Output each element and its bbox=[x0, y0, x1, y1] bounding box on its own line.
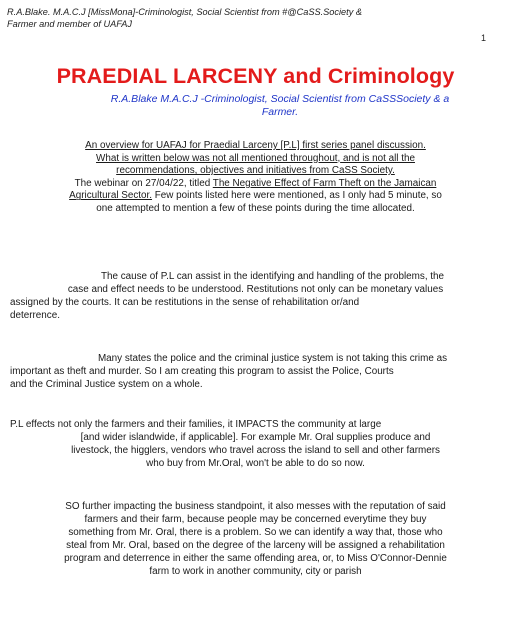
document-title: PRAEDIAL LARCENY and Criminology bbox=[56, 64, 455, 88]
intro-text: The webinar on 27/04/22, titled bbox=[74, 177, 213, 189]
paragraph-line: case and effect needs to be understood. Restitutions not only can be monetary values bbox=[67, 284, 444, 295]
intro-line bbox=[10, 165, 501, 178]
author-note-line: R.A.Blake. M.A.C.J [MissMona]-Criminologist, Social Scientist from #@CaSS.Society & bbox=[7, 7, 362, 17]
paragraph-line: P.L effects not only the farmers and their families, it IMPACTS the community at large bbox=[10, 419, 382, 430]
paragraph-cause-of-pl bbox=[10, 270, 501, 322]
paragraph-line: deterrence. bbox=[10, 310, 60, 321]
intro-line bbox=[10, 178, 501, 191]
author-header-note bbox=[7, 6, 477, 30]
byline-line: Farmer. bbox=[261, 106, 299, 118]
paragraph-line: important as theft and murder. So I am creating this program to assist the Police, Courts bbox=[10, 366, 394, 377]
intro-line bbox=[10, 203, 501, 216]
paragraph-line: and the Criminal Justice system on a whole. bbox=[10, 379, 203, 390]
author-byline bbox=[60, 93, 500, 119]
page-number: 1 bbox=[480, 33, 486, 43]
paragraph-line: steal from Mr. Oral, based on the degree of the larceny will be assigned a rehabilitation bbox=[66, 540, 445, 551]
intro-text: one attempted to mention a few of these points during the time allocated. bbox=[96, 202, 415, 214]
author-note-line: Farmer and member of UAFAJ bbox=[7, 19, 132, 29]
paragraph-line: SO further impacting the business standpoint, it also messes with the reputation of said bbox=[65, 501, 446, 512]
intro-overview-link-text: An overview for UAFAJ for Praedial Larceny [P.L] first series panel discussion. bbox=[85, 140, 426, 151]
paragraph-line: who buy from Mr.Oral, won't be able to do so now. bbox=[146, 458, 365, 469]
intro-underlined-text: and is not all the bbox=[340, 152, 415, 164]
webinar-title-text: Agricultural Sector. bbox=[69, 190, 153, 202]
paragraph-line: something from Mr. Oral, there is a problem. So we can identify a way that, those who bbox=[68, 527, 443, 538]
intro-overview bbox=[10, 140, 501, 216]
paragraph-line: farmers and their farm, because people may be concerned everytime they buy bbox=[84, 514, 427, 525]
paragraph-line: [and wider islandwide, if applicable]. For example Mr. Oral supplies produce and bbox=[80, 432, 431, 443]
intro-line bbox=[10, 153, 501, 166]
paragraph-line: program and deterrence in either the same offending area, or, to Miss O'Connor-Dennie bbox=[64, 553, 447, 564]
paragraph-line: assigned by the courts. It can be restitutions in the sense of rehabilitation or/and bbox=[10, 297, 360, 308]
intro-line bbox=[10, 190, 501, 203]
paragraph-line: farm to work in another community, city or parish bbox=[149, 566, 362, 577]
paragraph-line: Many states the police and the criminal justice system is not taking this crime as bbox=[97, 353, 448, 364]
intro-underlined-text: recommendations, objectives and initiatives from CaSS Society. bbox=[116, 165, 395, 177]
paragraph-line: livestock, the higglers, vendors who travel across the island to sell and other farmers bbox=[71, 445, 440, 456]
paragraph-police-system bbox=[10, 352, 501, 391]
byline-line: R.A.Blake M.A.C.J -Criminologist, Social Scientist from CaSSSociety & a bbox=[110, 93, 450, 105]
paragraph-pl-effects bbox=[10, 418, 501, 470]
intro-underlined-text: What is written below was not all mentioned throughout, bbox=[96, 152, 341, 164]
paragraph-line: The cause of P.L can assist in the identifying and handling of the problems, the bbox=[100, 271, 445, 282]
webinar-title-text: The Negative Effect of Farm Theft on the Jamaican bbox=[212, 177, 437, 189]
intro-text: Few points listed here were mentioned, as I only had 5 minute, so bbox=[152, 190, 442, 202]
intro-line bbox=[10, 140, 501, 153]
paragraph-business-impact bbox=[10, 500, 501, 578]
